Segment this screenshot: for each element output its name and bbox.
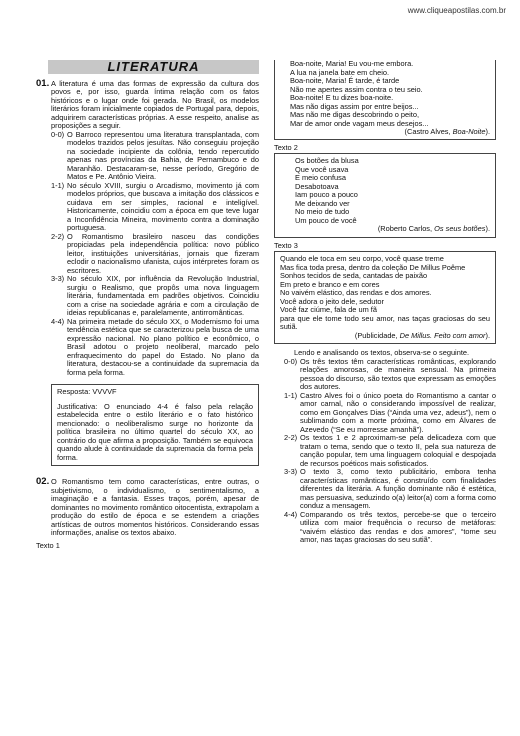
proposition-text: Castro Alves foi o único poeta do Romantismo a cantar o amor carnal, não o considerando impossível de realizar, como em Gonçalves Dias (“Ainda uma vez, adeus”), nem o sublimando com a morte próxima, como em Álvares de Azevedo (“Se eu morresse amanhã”).	[300, 390, 496, 434]
ad-line: Quando ele toca em seu corpo, você quase treme	[280, 254, 444, 263]
text-1-label: Texto 1	[36, 540, 60, 550]
proposition-text: No século XVIII, surgiu o Arcadismo, movimento já com modelos próprios, que buscava a imitação dos clássicos e cuidava em ser simples, racional e inteligível. Historicamente, coincidiu com a época em que teve lugar a Inconfidência Mineira, movimento contra a dominação portuguesa.	[67, 180, 259, 232]
site-url: www.cliqueapostilas.com.br	[407, 6, 506, 15]
answer-key: Resposta: VVVVF	[57, 387, 117, 396]
proposition-text: Os textos 1 e 2 aproximam-se pela delicadeza com que tratam o tema, sendo que o texto II, pela sua natureza de canção popular, tem uma linguagem coloquial e despojada de recursos poéticos mais sofisticados.	[300, 433, 496, 468]
proposition-text: No século XIX, por influência da Revolução Industrial, surgiu o Realismo, que propôs uma nova linguagem literária, fundamentada em padrões objetivos. Coincidiu com a crise na sociedade agrária e com a circulação de ideias republicanas e, paralelamente, antirromânticas.	[67, 274, 259, 317]
question-intro: A literatura é uma das formas de expressão da cultura dos povos e, por isso, guarda íntima relação com os fatos históricos e o lugar onde foi gerada. No Brasil, os modelos literários foram inicialmente copiados de Portugal para, depois, adquirirem características próprias. A esse respeito, analise as proposições a seguir.	[51, 78, 259, 130]
poem-line: Desabotoava	[295, 181, 339, 191]
justification: Justificativa: O enunciado 4-4 é falso pela relação estabelecida entre o estilo literário e o fato histórico mencionado: o neoliberalismo surge no horizonte da política brasileira no último quartel do século XX, ao contrário do que afirma a proposição. Também se equivoca quando alude à continuidade da supremacia da forma pela forma.	[57, 401, 253, 462]
proposition-text: O texto 3, como texto publicitário, embora tenha características românticas, é construído com finalidades diferentes da literária. A função dominante não é estética, mas persuasiva, seduzindo o(a) leitor(a) com a forma como conduz a mensagem.	[300, 467, 496, 510]
proposition-text: Na primeira metade do século XX, o Modernismo foi uma tendência estética que se caracterizou pela busca de uma expressão nacional. No plano político e econômico, o Brasil adotou o projeto neoliberal, marcado pelo enfraquecimento do papel do Estado. No plano da literatura, destacou-se a continuidade da supremacia da forma pela forma.	[67, 316, 259, 377]
proposition-number: 3-3)	[284, 467, 298, 476]
text-2-box	[274, 153, 496, 238]
text-3-citation: (Publicidade, De Millus. Feito com amor).	[354, 330, 490, 340]
proposition-number: 1-1)	[284, 390, 298, 400]
proposition	[284, 468, 496, 511]
poem-line: Boa-noite, Maria! Eu vou-me embora.	[290, 59, 414, 68]
proposition	[51, 233, 259, 276]
question-1	[36, 77, 259, 131]
question-1-items	[51, 131, 259, 378]
proposition-text: Comparando os três textos, percebe-se que o terceiro utiliza com maior frequência o recurso de metáforas: “vaivém elástico das rendas e dos amores”, “tome seu amor, nas taças graciosas do seu sutiã”.	[300, 509, 496, 544]
proposition	[284, 434, 496, 468]
left-column	[36, 60, 259, 551]
poem-line: Boa-noite, Maria! É tarde, é tarde	[290, 76, 400, 85]
proposition-number: 0-0)	[51, 129, 65, 139]
proposition	[284, 511, 496, 545]
question-number: 01.	[36, 77, 50, 89]
question-intro: O Romantismo tem como características, entre outras, o subjetivismo, o individualismo, o sentimentalismo, a imaginação e a fantasia. Esses traços, porém, apesar de dominantes no movimento romântico oitocentista, extrapolam a produção do estilo de época e se estendem a criações artísticas de outros momentos históricos. Considerando essas informações, analise os textos abaixo.	[51, 477, 259, 537]
poem-line: Boa-noite! E tu dizes boa-noite.	[290, 93, 394, 102]
question-number: 02.	[36, 476, 50, 487]
poem-line: Não me apertes assim contra o teu seio.	[290, 84, 423, 94]
ad-line: Você adora o jeito dele, sedutor	[280, 296, 384, 306]
proposition	[51, 182, 259, 233]
ad-line: Mas fica toda presa, dentro da coleção De Millus Poême	[280, 262, 466, 272]
proposition-number: 2-2)	[284, 433, 298, 442]
poem-line: A lua na janela bate em cheio.	[290, 67, 390, 77]
question-2	[36, 478, 259, 538]
proposition-number: 2-2)	[51, 231, 65, 241]
proposition-number: 1-1)	[51, 180, 65, 190]
text-2-citation: (Roberto Carlos, Os seus botões).	[377, 224, 490, 233]
ad-line: para que ele tome todo seu amor, nas taças graciosas do seu sutiã.	[280, 313, 490, 331]
text-2-label: Texto 2	[274, 142, 298, 152]
ad-line: No vaivém elástico, das rendas e dos amores.	[280, 288, 432, 297]
poem-line: Os botões da blusa	[295, 156, 359, 165]
poem-line: Mas não me digas descobrindo o peito,	[290, 110, 420, 119]
poem-line: Iam pouco a pouco	[295, 190, 358, 199]
ad-line: Sonhos tecidos de seda, cantadas de paixão	[280, 271, 428, 280]
proposition	[284, 358, 496, 392]
proposition-text: O Barroco representou uma literatura transplantada, com modelos trazidos pelos jesuítas. Não conseguiu projeção na sociedade incipiente da colônia, tendo repercutido apenas nas províncias da Bahia, de Pernambuco e do Maranhão. Destacaram-se, nesse período, Gregório de Matos e Pe. Antônio Vieira.	[67, 129, 259, 181]
ad-line: Você faz ciúme, fala de um fã	[280, 305, 377, 314]
poem-line: Mas não digas assim por entre beijos...	[290, 101, 419, 111]
question-2-items	[284, 358, 496, 545]
right-column	[274, 60, 496, 545]
proposition-text: O Romantismo brasileiro nasceu das condições propiciadas pela independência política: novo público leitor, instituições universitárias, jornais que fizeram eclodir o nacionalismo ufanista, cujos intérpretes foram os escritores.	[67, 231, 259, 275]
proposition	[51, 131, 259, 182]
text-1-citation: (Castro Alves, Boa-Noite).	[404, 127, 490, 136]
poem-line: Mar de amor onde vagam meus desejos...	[290, 118, 429, 128]
proposition-number: 0-0)	[284, 356, 298, 366]
proposition-number: 3-3)	[51, 274, 65, 283]
question-2-prompt: Lendo e analisando os textos, observa-se o seguinte.	[294, 348, 470, 357]
poem-line: Que você usava	[295, 164, 349, 174]
text-3-label: Texto 3	[274, 240, 298, 250]
proposition	[51, 275, 259, 318]
poem-line: No meio de tudo	[295, 207, 350, 216]
proposition-number: 4-4)	[51, 316, 65, 326]
poem-line: E meio confusa	[295, 173, 346, 182]
text-1-box	[274, 60, 496, 140]
proposition-number: 4-4)	[284, 509, 298, 519]
ad-line: Em preto e branco e em cores	[280, 279, 380, 289]
proposition-text: Os três textos têm características românticas, explorando relações amorosas, de maneira sensual. Na primeira pessoa do discurso, são textos que expressam as emoções dos autores.	[300, 356, 496, 391]
proposition	[51, 318, 259, 378]
section-title: LITERATURA	[48, 60, 259, 74]
poem-line: Me deixando ver	[295, 198, 350, 208]
proposition	[284, 392, 496, 435]
poem-line: Um pouco de você	[295, 215, 357, 225]
text-3-box	[274, 251, 496, 344]
answer-box	[51, 384, 259, 466]
